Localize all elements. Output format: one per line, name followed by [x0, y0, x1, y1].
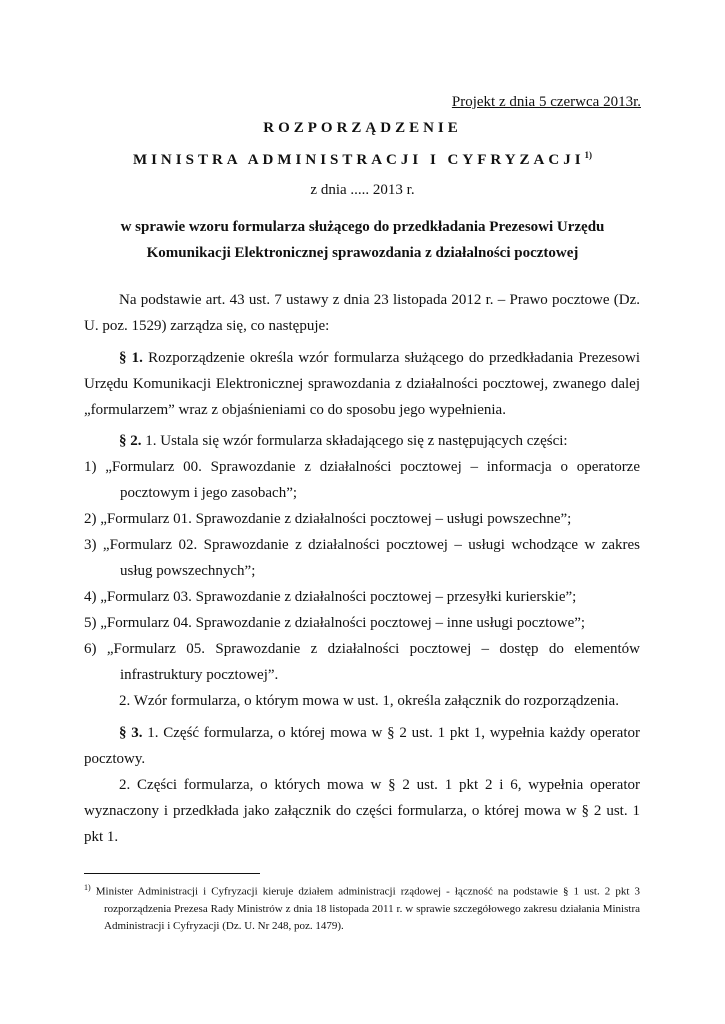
section-3-paragraph-2: 2. Części formularza, o których mowa w § 2 ust. 1 pkt 2 i 6, wypełnia operator wyznaczony i przedkłada jako załącznik do części formularza, o której mowa w § 2 ust. 1 pkt 1. — [84, 777, 640, 845]
section-3-label: § 3. — [119, 725, 143, 741]
section-1 — [84, 345, 640, 423]
issuing-authority — [0, 150, 725, 169]
footnote-divider — [84, 873, 260, 874]
section-2-intro-text: 1. Ustala się wzór formularza składającego się z następujących części: — [145, 433, 568, 449]
list-item: 5) „Formularz 04. Sprawozdanie z działalności pocztowej – inne usługi pocztowe”; — [84, 615, 586, 631]
section-3-text: 1. Część formularza, o której mowa w § 2 ust. 1 pkt 1, wypełnia każdy operator pocztowy. — [84, 725, 641, 767]
authority-name: MINISTRA ADMINISTRACJI I CYFRYZACJI — [132, 152, 585, 168]
list-item: 1) „Formularz 00. Sprawozdanie z działalności pocztowej – informacja o operatorze pocztowym i jego zasobach”; — [84, 459, 640, 501]
document-title: ROZPORZĄDZENIE — [263, 120, 462, 136]
footnote — [84, 879, 640, 935]
section-2-label: § 2. — [119, 433, 142, 449]
list-item: 6) „Formularz 05. Sprawozdanie z działalności pocztowej – dostęp do elementów infrastruktury pocztowej”. — [84, 641, 640, 683]
document-subject: w sprawie wzoru formularza służącego do przedkładania Prezesowi Urzędu Komunikacji Elektronicznej sprawozdania z działalności pocztowej — [120, 219, 605, 261]
footnote-text: Minister Administracji i Cyfryzacji kieruje działem administracji rządowej - łączność na podstawie § 1 ust. 2 pkt 3 rozporządzenia Prezesa Rady Ministrów z dnia 18 listopada 2011 r. w sprawie szczegółowego zakresu działania Ministra Administracji i Cyfryzacji (Dz. U. Nr 248, poz. 1479). — [95, 885, 641, 932]
footnote-marker: 1) — [84, 883, 91, 892]
section-1-text: Rozporządzenie określa wzór formularza służącego do przedkładania Prezesowi Urzędu Komunikacji Elektronicznej sprawozdania z działalności pocztowej, zwanego dalej „formularzem” wraz z objaśnieniami co do sposobu jego wypełnienia. — [84, 350, 640, 418]
list-item: 4) „Formularz 03. Sprawozdanie z działalności pocztowej – przesyłki kurierskie”; — [84, 589, 577, 605]
list-item: 2) „Formularz 01. Sprawozdanie z działalności pocztowej – usługi powszechne”; — [84, 511, 572, 527]
authority-footnote-marker: 1) — [584, 150, 593, 160]
section-3-paragraph-1 — [84, 720, 640, 772]
list-item: 3) „Formularz 02. Sprawozdanie z działalności pocztowej – usługi wchodzące w zakres usług powszechnych”; — [84, 537, 640, 579]
section-1-label: § 1. — [119, 350, 143, 366]
document-date: z dnia ..... 2013 r. — [310, 182, 415, 198]
section-2-paragraph-2: 2. Wzór formularza, o którym mowa w ust. 1, określa załącznik do rozporządzenia. — [119, 693, 619, 709]
section-2-intro — [84, 428, 640, 454]
preamble: Na podstawie art. 43 ust. 7 ustawy z dnia 23 listopada 2012 r. – Prawo pocztowe (Dz. U. poz. 1529) zarządza się, co następuje: — [84, 292, 640, 334]
project-date: Projekt z dnia 5 czerwca 2013r. — [451, 94, 641, 110]
